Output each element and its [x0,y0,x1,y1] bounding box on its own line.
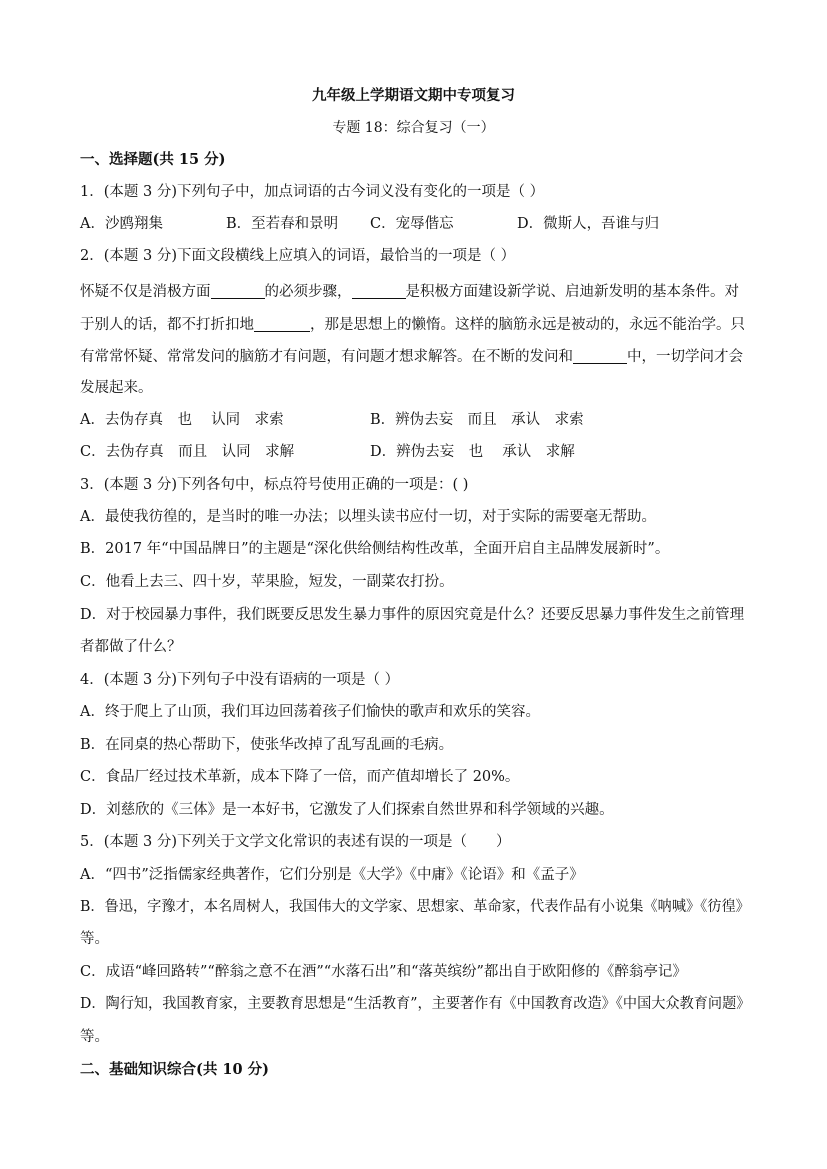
question-3-option-d-cont: 者都做了什么？ [80,639,182,655]
question-4-option-c: C．食品厂经过技术革新，成本下降了一倍，而产值却增长了 20%。 [80,769,520,785]
passage-text: 的必须步骤， [264,284,352,300]
question-2-option-c: C．去伪存真 而且 认同 求解 [80,444,295,460]
question-3-stem: 3．(本题 3 分)下列各句中，标点符号使用正确的一项是：( ) [80,477,469,493]
document-title: 九年级上学期语文期中专项复习 [312,87,515,104]
fill-blank-4 [573,348,627,364]
question-1-option-a: A．沙鸥翔集 [80,216,163,232]
fill-blank-2 [352,283,406,299]
passage-text: ，那是思想上的懒惰。这样的脑筋永远是被动的，永远不能治学。只 [310,317,745,333]
question-2-passage-line-2 [80,316,750,333]
question-4-option-a: A．终于爬上了山顶，我们耳边回荡着孩子们愉快的歌声和欢乐的笑容。 [80,704,540,720]
passage-text: 是积极方面建设新学说、启迪新发明的基本条件。对 [405,284,739,300]
question-2-passage-line-3 [80,348,750,365]
question-4-option-d: D．刘慈欣的《三体》是一本好书，它激发了人们探索自然世界和科学领域的兴趣。 [80,802,614,818]
fill-blank-3 [254,316,310,332]
document-subtitle: 专题 18：综合复习（一） [332,120,495,136]
question-2-option-d: D．辨伪去妄 也 承认 求解 [370,444,575,460]
question-5-option-d: D．陶行知，我国教育家，主要教育思想是“生活教育”，主要著作有《中国教育改造》《中国大众教育问题》 [80,996,751,1012]
question-5-option-c: C．成语“峰回路转”“醉翁之意不在酒”“水落石出”和“落英缤纷”都出自于欧阳修的《醉翁亭记》 [80,964,687,980]
passage-text: 于别人的话，都不打折扣地 [80,317,254,333]
question-4-stem: 4．(本题 3 分)下列句子中没有语病的一项是（ ） [80,672,400,688]
question-2-option-b: B．辨伪去妄 而且 承认 求索 [370,412,584,428]
passage-text: 中，一切学问才会 [627,349,743,365]
passage-text: 有常常怀疑、常常发问的脑筋才有问题，有问题才想求解答。在不断的发问和 [80,349,573,365]
question-5-stem: 5．(本题 3 分)下列关于文学文化常识的表述有误的一项是（ ） [80,834,511,850]
question-2-stem: 2．(本题 3 分)下面文段横线上应填入的词语，最恰当的一项是（ ） [80,248,516,264]
question-4-option-b: B．在同桌的热心帮助下，使张华改掉了乱写乱画的毛病。 [80,737,454,753]
question-5-option-a: A．“四书”泛指儒家经典著作，它们分别是《大学》《中庸》《论语》和《孟子》 [80,867,584,883]
question-3-option-a: A．最使我彷徨的，是当时的唯一办法；以埋头读书应付一切，对于实际的需要毫无帮助。 [80,509,656,525]
question-3-option-d: D．对于校园暴力事件，我们既要反思发生暴力事件的原因究竟是什么？还要反思暴力事件发生之前管理 [80,607,745,623]
question-2-passage-line-4: 发展起来。 [80,380,153,396]
question-3-option-c: C．他看上去三、四十岁，苹果脸，短发，一副菜农打扮。 [80,574,454,590]
question-1-option-b: B．至若春和景明 [226,216,339,232]
question-5-option-b-cont: 等。 [80,931,109,947]
question-5-option-b: B．鲁迅，字豫才，本名周树人，我国伟大的文学家、思想家、革命家，代表作品有小说集《呐喊》《彷徨》 [80,899,750,915]
question-1-stem: 1．(本题 3 分)下列句子中，加点词语的古今词义没有变化的一项是（ ） [80,184,545,200]
fill-blank-1 [211,283,265,299]
passage-text: 怀疑不仅是消极方面 [80,284,211,300]
question-1-option-c: C．宠辱偕忘 [370,216,454,232]
question-2-passage-line-1 [80,283,750,300]
section-heading-basic-knowledge: 二、基础知识综合(共 10 分) [80,1061,269,1078]
question-2-option-a: A．去伪存真 也 认同 求索 [80,412,284,428]
section-heading-choice: 一、选择题(共 15 分) [80,151,226,168]
question-5-option-d-cont: 等。 [80,1029,109,1045]
question-1-option-d: D．微斯人，吾谁与归 [517,216,660,232]
question-3-option-b: B．2017 年“中国品牌日”的主题是“深化供给侧结构性改革，全面开启自主品牌发展新时”。 [80,541,670,557]
